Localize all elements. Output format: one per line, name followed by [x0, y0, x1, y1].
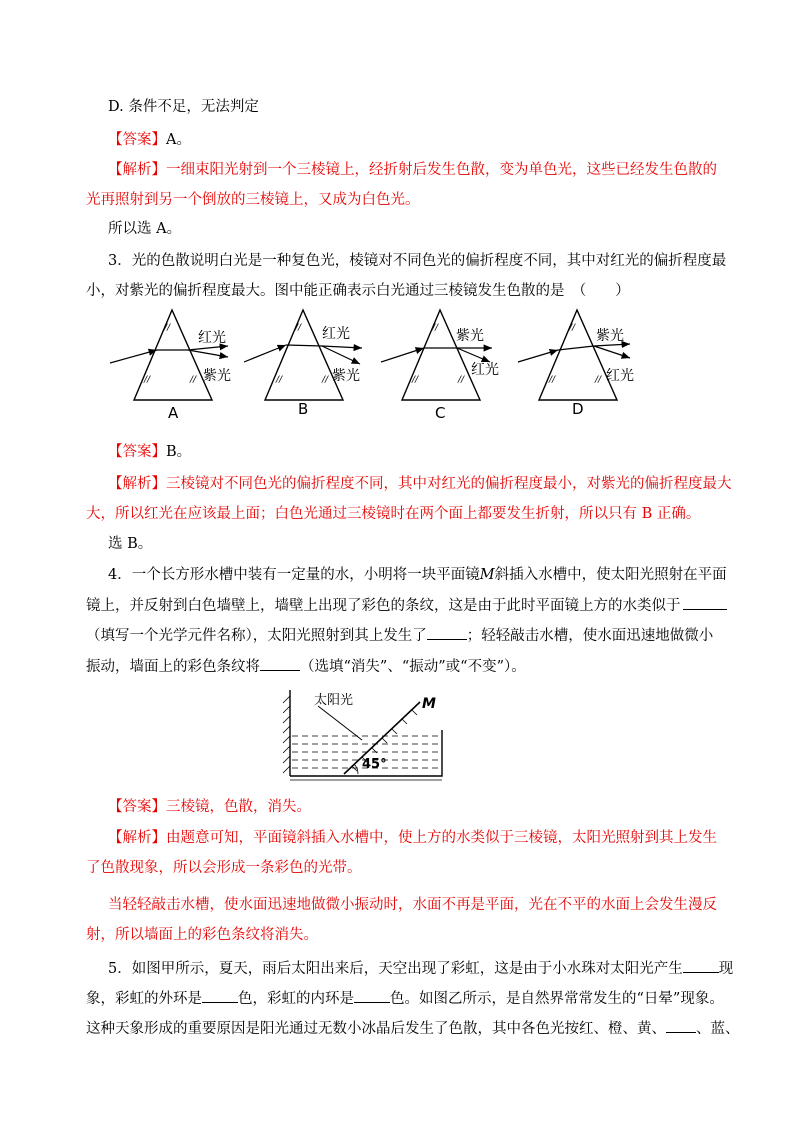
svg-text://: // — [295, 323, 302, 333]
answer-blank-1[interactable] — [683, 595, 727, 610]
svg-text://: // — [432, 323, 439, 333]
analysis-tag: 【解析】 — [108, 476, 166, 492]
q4-stem-l4b: （选填“消失”、“振动”或“不变”）。 — [300, 659, 526, 675]
answer-text: 三棱镜，色散，消失。 — [166, 799, 311, 815]
analysis-tag: 【解析】 — [108, 162, 166, 178]
q4-analysis-l3: 当轻轻敲击水槽，使水面迅速地做微小振动时，水面不再是平面，光在不平的水面上会发生漫反 — [108, 897, 717, 913]
q4-stem-l1a: 4．一个长方形水槽中装有一定量的水，小明将一块平面镜 — [108, 567, 480, 583]
answer-blank-2[interactable] — [427, 625, 467, 640]
a-letter: A — [168, 404, 179, 420]
prism-option-d — [518, 310, 634, 418]
q2-analysis-l1 — [108, 160, 717, 180]
q4-analysis-l4: 射，所以墙面上的彩色条纹将消失。 — [86, 927, 318, 943]
d-upper-label: 紫光 — [596, 328, 624, 344]
svg-text://: // — [595, 375, 602, 385]
svg-text://: // — [164, 323, 171, 333]
angle-label: 45° — [362, 757, 387, 772]
answer-blank-5[interactable] — [202, 988, 238, 1003]
q5-stem-l1b: 现 — [718, 961, 734, 977]
svg-text://: // — [458, 375, 465, 385]
analysis-text: 一细束阳光射到一个三棱镜上，经折射后发生色散，变为单色光，这些已经发生色散的 — [166, 162, 717, 178]
q4-stem-l4 — [86, 656, 526, 677]
q2-analysis-l2: 光再照射到另一个倒放的三棱镜上，又成为白色光。 — [86, 192, 420, 208]
b-letter: B — [298, 400, 309, 418]
answer-blank-7[interactable] — [666, 1018, 696, 1033]
d-lower-label: 红光 — [606, 368, 634, 384]
q5-stem-l2b: 色，彩虹的内环是 — [238, 991, 354, 1007]
q5-stem-l2a: 象，彩虹的外环是 — [86, 991, 202, 1007]
prism-option-c — [381, 310, 499, 420]
mirror-label: M — [479, 567, 495, 583]
q5-stem-l3a: 这种天象形成的重要原因是阳光通过无数小冰晶后发生了色散，其中各色光按红、橙、黄、 — [86, 1021, 666, 1037]
q4-analysis-l1 — [108, 828, 717, 848]
option-d: D. 条件不足，无法判定 — [108, 99, 259, 115]
q3-stem-l1: 3．光的色散说明白光是一种复色光，棱镜对不同色光的偏折程度不同，其中对红光的偏折程度最 — [108, 253, 727, 269]
prism-option-a — [110, 310, 231, 420]
water-tank-figure — [278, 688, 458, 788]
q4-stem-l2 — [86, 595, 727, 616]
q5-stem-l3b: 、蓝、 — [696, 1021, 740, 1037]
svg-text://: // — [549, 375, 556, 385]
q3-stem-l2: 小，对紫光的偏折程度最大。图中能正确表示白光通过三棱镜发生色散的是 （ ） — [86, 283, 630, 299]
a-upper-label: 红光 — [198, 330, 226, 346]
q4-stem-l3 — [86, 625, 713, 646]
answer-blank-3[interactable] — [260, 656, 300, 671]
sunlight-label: 太阳光 — [314, 693, 354, 708]
q4-stem-l3b: ；轻轻敲击水槽，使水面迅速地做微小 — [466, 628, 714, 644]
analysis-text: 三棱镜对不同色光的偏折程度不同，其中对红光的偏折程度最小，对紫光的偏折程度最大 — [166, 476, 732, 492]
q5-stem-l2c: 色。如图乙所示，是自然界常常发生的“日晕”现象。 — [390, 991, 724, 1007]
q3-analysis-l2: 大，所以红光在应该最上面；白色光通过三棱镜时在两个面上都要发生折射，所以只有 B 正确。 — [86, 506, 701, 522]
q5-stem-l2 — [86, 988, 724, 1009]
q5-stem-l3 — [86, 1018, 740, 1039]
q4-stem-l1b: 斜插入水槽中，使太阳光照射在平面 — [494, 567, 727, 583]
q3-analysis-l1 — [108, 474, 732, 494]
q4-stem-l2-text: 镜上，并反射到白色墙壁上，墙壁上出现了彩色的条纹，这是由于此时平面镜上方的水类似于 — [86, 598, 681, 614]
answer-tag: 【答案】 — [108, 132, 166, 148]
svg-text://: // — [322, 375, 329, 385]
q4-answer — [108, 797, 311, 817]
svg-text://: // — [144, 375, 151, 385]
b-upper-label: 红光 — [322, 326, 350, 342]
q5-stem-l1a: 5．如图甲所示，夏天，雨后太阳出来后，天空出现了彩虹，这是由于小水珠对太阳光产生 — [108, 961, 683, 977]
c-letter: C — [435, 404, 446, 420]
q3-answer — [108, 442, 191, 462]
svg-text://: // — [190, 375, 197, 385]
c-upper-label: 紫光 — [456, 328, 484, 344]
q2-answer — [108, 130, 191, 150]
a-lower-label: 紫光 — [203, 368, 231, 384]
q4-analysis-l2: 了色散现象，所以会形成一条彩色的光带。 — [86, 860, 362, 876]
analysis-tag: 【解析】 — [108, 830, 166, 846]
answer-tag: 【答案】 — [108, 444, 166, 460]
mirror-m-label: M — [422, 696, 436, 712]
answer-blank-4[interactable] — [683, 958, 719, 973]
prism-figure — [100, 300, 660, 420]
svg-text://: // — [569, 323, 576, 333]
q4-stem-l3a: （填写一个光学元件名称），太阳光照射到其上发生了 — [86, 628, 427, 644]
q3-conclusion: 选 B。 — [108, 536, 153, 552]
q5-stem-l1 — [108, 958, 733, 979]
b-lower-label: 紫光 — [332, 368, 360, 384]
answer-text: B。 — [166, 444, 192, 460]
answer-tag: 【答案】 — [108, 799, 166, 815]
answer-text: A。 — [166, 132, 191, 148]
c-lower-label: 红光 — [471, 362, 499, 378]
d-letter: D — [572, 400, 584, 418]
q4-stem-l1 — [108, 565, 727, 585]
svg-text://: // — [276, 375, 283, 385]
q4-stem-l4a: 振动，墙面上的彩色条纹将 — [86, 659, 260, 675]
answer-blank-6[interactable] — [354, 988, 390, 1003]
q2-conclusion: 所以选 A。 — [108, 221, 182, 237]
analysis-text: 由题意可知，平面镜斜插入水槽中，使上方的水类似于三棱镜，太阳光照射到其上发生 — [166, 830, 717, 846]
svg-text://: // — [412, 375, 419, 385]
prism-option-b — [244, 310, 362, 418]
